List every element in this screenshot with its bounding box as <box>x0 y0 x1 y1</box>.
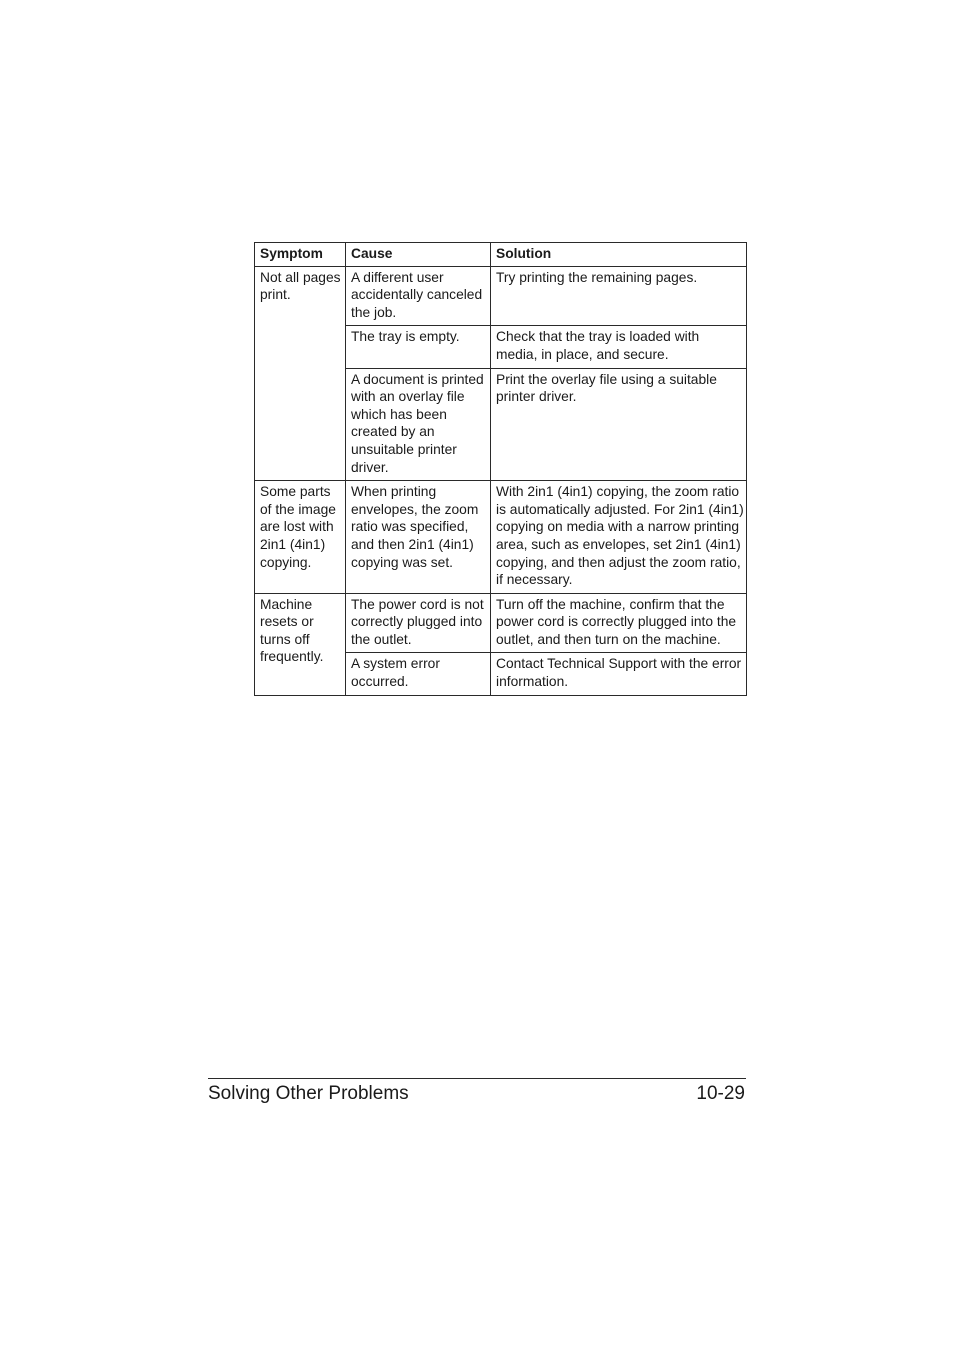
cause-cell: The tray is empty. <box>346 326 491 368</box>
footer-section-title: Solving Other Problems <box>208 1083 409 1104</box>
symptom-cell: Not all pages print. <box>255 266 346 481</box>
footer-divider <box>208 1078 746 1079</box>
solution-cell: Contact Technical Support with the error information. <box>491 653 747 695</box>
cause-cell: A different user accidentally canceled the job. <box>346 266 491 326</box>
cause-cell: The power cord is not correctly plugged into the outlet. <box>346 593 491 653</box>
table-header-row <box>255 243 747 267</box>
solution-cell: With 2in1 (4in1) copying, the zoom ratio is automatically adjusted. For 2in1 (4in1) copying on media with a narrow printing area, such as envelopes, set 2in1 (4in1) copying, and then adjust the zoom ratio, if necessary. <box>491 481 747 594</box>
solution-cell: Check that the tray is loaded with media, in place, and secure. <box>491 326 747 368</box>
troubleshooting-table <box>254 242 747 696</box>
cause-cell: A document is printed with an overlay file which has been created by an unsuitable printer driver. <box>346 368 491 481</box>
solution-cell: Print the overlay file using a suitable printer driver. <box>491 368 747 481</box>
table-row <box>255 266 747 326</box>
symptom-cell: Machine resets or turns off frequently. <box>255 593 346 695</box>
symptom-cell: Some parts of the image are lost with 2in1 (4in1) copying. <box>255 481 346 594</box>
table-row <box>255 481 747 594</box>
solution-cell: Turn off the machine, confirm that the power cord is correctly plugged into the outlet, and then turn on the machine. <box>491 593 747 653</box>
footer-page-number: 10-29 <box>696 1083 745 1104</box>
solution-cell: Try printing the remaining pages. <box>491 266 747 326</box>
cause-cell: A system error occurred. <box>346 653 491 695</box>
header-cause: Cause <box>346 243 491 267</box>
header-symptom: Symptom <box>255 243 346 267</box>
cause-cell: When printing envelopes, the zoom ratio was specified, and then 2in1 (4in1) copying was set. <box>346 481 491 594</box>
table-row <box>255 593 747 653</box>
header-solution: Solution <box>491 243 747 267</box>
